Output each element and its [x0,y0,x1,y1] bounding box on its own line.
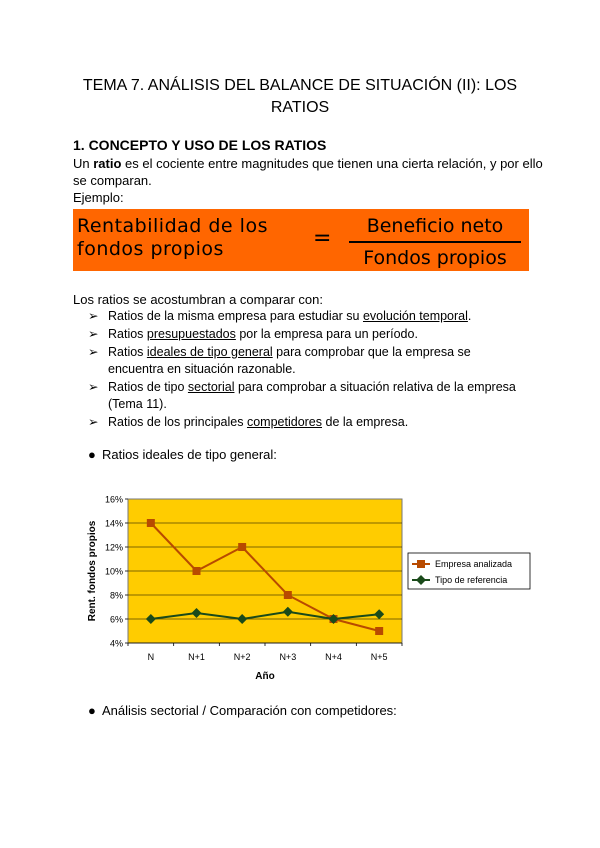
formula-left-line2: fondos propios [77,238,224,260]
x-tick-label: N+1 [188,652,205,662]
y-tick-label: 6% [109,614,123,625]
x-tick-label: N+2 [233,652,251,662]
formula-left-line1: Rentabilidad de los [77,215,268,237]
legend-label: Empresa analizada [435,559,513,569]
y-tick-label: 16% [104,494,123,505]
list-item-text: de la empresa. [322,415,409,429]
data-point-series-1 [284,591,292,599]
intro-post: es el cociente entre magnitudes que tienen una cierta relación, y por ello se comparan. [73,156,543,188]
y-tick-label: 14% [104,518,123,529]
compare-intro: Los ratios se acostumbran a comparar con: [73,292,324,307]
data-point-series-1 [238,543,246,551]
list-item-text: por la empresa para un período. [235,327,418,341]
list-item-text: Ratios de los principales [108,415,247,429]
intro-paragraph [73,155,543,189]
list-item-underlined: presupuestados [146,327,236,341]
list-item-underlined: evolución temporal [362,309,468,323]
bullet-sector-analysis [88,703,397,718]
formula-box [73,209,529,271]
line-chart [84,488,532,692]
x-tick-label: N [147,652,155,662]
fraction-bar [349,241,521,243]
y-tick-label: 4% [109,638,123,649]
y-axis-label: Rent. fondos propios [87,520,98,622]
comparison-list [88,308,528,432]
list-item-text: Ratios [108,345,147,359]
list-item [88,344,528,378]
arrow-marker-icon: ➢ [88,327,99,341]
data-point-series-1 [193,567,201,575]
bullet-icon: ● [88,447,96,462]
list-item-text: para comprobar que la empresa se encuentra en situación razonable. [108,345,471,376]
bullet-ideal-ratios [88,447,277,462]
list-item [88,379,528,413]
list-item-text: . [467,309,472,323]
list-item-underlined: competidores [246,415,323,429]
list-item-text: Ratios de tipo [108,380,188,394]
intro-bold-term: ratio [93,156,122,171]
list-item [88,308,528,325]
legend-marker [417,560,425,568]
legend-label: Tipo de referencia [435,575,508,585]
section-heading: 1. CONCEPTO Y USO DE LOS RATIOS [73,137,327,153]
arrow-marker-icon: ➢ [88,415,99,429]
y-tick-label: 10% [104,566,123,577]
arrow-marker-icon: ➢ [88,309,99,323]
page-title: TEMA 7. ANÁLISIS DEL BALANCE DE SITUACIÓN (II): LOS RATIOS [82,77,518,116]
example-label: Ejemplo: [73,190,124,205]
formula-fraction [349,213,521,271]
bullet-icon: ● [88,703,96,718]
x-tick-label: N+5 [370,652,388,662]
intro-pre: Un [73,156,94,171]
arrow-marker-icon: ➢ [88,345,99,359]
list-item-text: Ratios de la misma empresa para estudiar su [108,309,363,323]
data-point-series-1 [375,627,383,635]
bullet-text: Análisis sectorial / Comparación con competidores: [102,703,397,718]
formula-numerator: Beneficio neto [366,215,504,237]
formula-equals: = [313,226,332,251]
x-axis-label: Año [255,671,275,682]
list-item [88,326,528,343]
list-item-underlined: ideales de tipo general [146,345,273,359]
formula-left [77,215,268,261]
list-item [88,414,528,431]
data-point-series-1 [147,519,155,527]
x-tick-label: N+4 [325,652,342,662]
formula-denominator: Fondos propios [363,246,507,269]
bullet-text: Ratios ideales de tipo general: [102,447,277,462]
x-tick-label: N+3 [279,652,297,662]
list-item-text: Ratios [108,327,147,341]
y-tick-label: 8% [109,590,123,601]
list-item-underlined: sectorial [187,380,235,394]
arrow-marker-icon: ➢ [88,380,99,394]
list-item-text: para comprobar a situación relativa de la empresa (Tema 11). [108,380,516,411]
y-tick-label: 12% [104,542,123,553]
